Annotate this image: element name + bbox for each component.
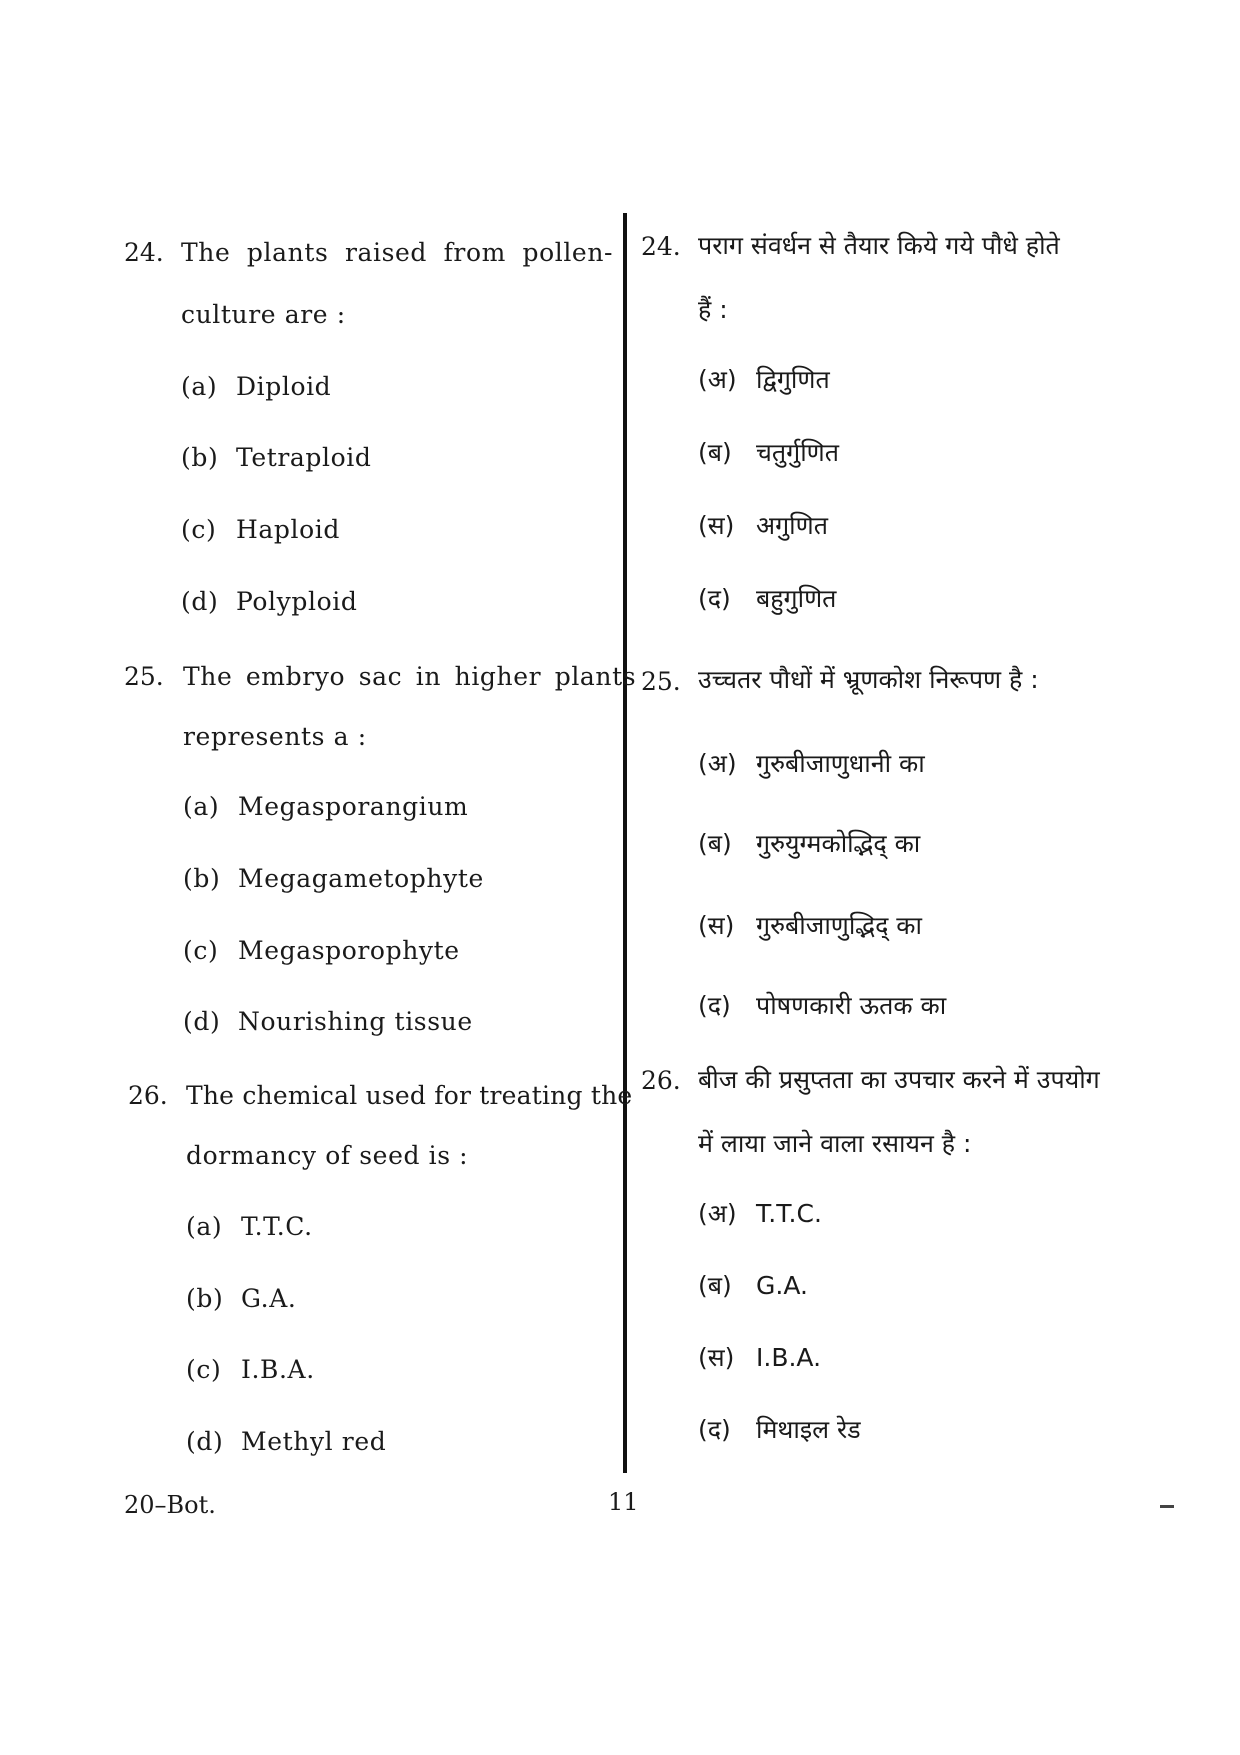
option-text: चतुर्गुणित xyxy=(756,438,840,467)
option-label: (b) xyxy=(183,864,221,893)
hindi-question-24-text-line1: पराग संवर्धन से तैयार किये गये पौधे होते xyxy=(698,231,1060,260)
question-25-text-line2: represents a : xyxy=(183,722,367,751)
question-24-option-b xyxy=(181,443,371,472)
option-label: (c) xyxy=(183,936,219,965)
option-label: (ब) xyxy=(698,829,732,858)
option-text: गुरुयुग्मकोद्भिद् का xyxy=(756,829,921,858)
option-label: (स) xyxy=(698,911,735,940)
option-text: G.A. xyxy=(241,1284,297,1313)
option-text: Megasporophyte xyxy=(238,936,460,965)
option-text: Tetraploid xyxy=(236,443,372,472)
question-26-text-line1: The chemical used for treating the xyxy=(186,1081,633,1110)
option-text: G.A. xyxy=(756,1271,808,1300)
question-26-option-d xyxy=(186,1427,386,1456)
option-text: Nourishing tissue xyxy=(238,1007,473,1036)
column-divider xyxy=(623,213,627,1473)
question-24-option-c xyxy=(181,515,340,544)
question-25-option-a xyxy=(183,792,468,821)
question-26-text-line2: dormancy of seed is : xyxy=(186,1141,469,1170)
option-label: (द) xyxy=(698,1415,731,1444)
option-label: (ब) xyxy=(698,1271,732,1300)
option-label: (स) xyxy=(698,1343,735,1372)
margin-mark xyxy=(1160,1505,1174,1508)
page-number: 11 xyxy=(608,1488,639,1516)
option-text: T.T.C. xyxy=(756,1199,822,1228)
question-26-option-b xyxy=(186,1284,296,1313)
question-25-option-d xyxy=(183,1007,473,1036)
option-text: Methyl red xyxy=(241,1427,387,1456)
hindi-question-24-option-c xyxy=(698,508,828,542)
question-25-text-line1: The embryo sac in higher plants xyxy=(183,662,637,691)
option-label: (b) xyxy=(181,443,219,472)
hindi-question-24-option-b xyxy=(698,435,839,469)
question-24-option-a xyxy=(181,372,331,401)
hindi-question-25-option-c xyxy=(698,908,922,942)
option-text: Haploid xyxy=(236,515,340,544)
question-26-number: 26. xyxy=(128,1081,168,1110)
hindi-question-25-number: 25. xyxy=(641,667,681,696)
hindi-question-24-number: 24. xyxy=(641,232,681,261)
option-text: I.B.A. xyxy=(241,1355,315,1384)
hindi-question-25-option-b xyxy=(698,826,920,860)
option-text: मिथाइल रेड xyxy=(756,1415,861,1444)
question-24-option-d xyxy=(181,587,357,616)
hindi-question-26-option-c xyxy=(698,1340,821,1374)
option-text: बहुगुणित xyxy=(756,584,837,613)
option-text: गुरुबीजाणुधानी का xyxy=(756,749,925,778)
option-text: Megagametophyte xyxy=(238,864,484,893)
option-text: Diploid xyxy=(236,372,332,401)
hindi-question-26-text-line2: में लाया जाने वाला रसायन है : xyxy=(698,1129,972,1158)
option-label: (स) xyxy=(698,511,735,540)
question-24-number: 24. xyxy=(124,238,164,267)
option-label: (ब) xyxy=(698,438,732,467)
option-label: (अ) xyxy=(698,1199,737,1228)
hindi-question-26-text-line1: बीज की प्रसुप्तता का उपचार करने में उपयोग xyxy=(698,1065,1100,1094)
option-text: Megasporangium xyxy=(238,792,469,821)
option-label: (द) xyxy=(698,991,731,1020)
option-label: (d) xyxy=(181,587,219,616)
hindi-question-26-option-b xyxy=(698,1268,808,1302)
hindi-question-26-option-d xyxy=(698,1412,861,1446)
question-24-text-line1: The plants raised from pollen- xyxy=(181,238,614,267)
hindi-question-24-text-line2: हैं : xyxy=(698,295,728,324)
option-label: (अ) xyxy=(698,365,737,394)
option-label: (a) xyxy=(186,1212,223,1241)
hindi-question-25-option-d xyxy=(698,988,946,1022)
option-label: (b) xyxy=(186,1284,224,1313)
hindi-question-24-option-d xyxy=(698,581,836,615)
option-label: (c) xyxy=(181,515,217,544)
option-label: (a) xyxy=(181,372,218,401)
question-25-option-b xyxy=(183,864,484,893)
paper-code: 20–Bot. xyxy=(124,1491,216,1519)
option-text: I.B.A. xyxy=(756,1343,822,1372)
option-text: Polyploid xyxy=(236,587,358,616)
hindi-question-26-number: 26. xyxy=(641,1066,681,1095)
question-25-option-c xyxy=(183,936,460,965)
option-text: गुरुबीजाणुद्भिद् का xyxy=(756,911,922,940)
option-label: (a) xyxy=(183,792,220,821)
option-label: (d) xyxy=(183,1007,221,1036)
question-26-option-c xyxy=(186,1355,315,1384)
hindi-question-25-option-a xyxy=(698,746,925,780)
option-label: (द) xyxy=(698,584,731,613)
option-label: (d) xyxy=(186,1427,224,1456)
option-label: (अ) xyxy=(698,749,737,778)
option-text: T.T.C. xyxy=(241,1212,313,1241)
option-text: पोषणकारी ऊतक का xyxy=(756,991,947,1020)
option-label: (c) xyxy=(186,1355,222,1384)
hindi-question-24-option-a xyxy=(698,362,830,396)
question-25-number: 25. xyxy=(124,662,164,691)
question-26-option-a xyxy=(186,1212,313,1241)
hindi-question-26-option-a xyxy=(698,1196,822,1230)
option-text: द्विगुणित xyxy=(756,365,830,394)
option-text: अगुणित xyxy=(756,511,828,540)
question-24-text-line2: culture are : xyxy=(181,300,346,329)
hindi-question-25-text-line1: उच्चतर पौधों में भ्रूणकोश निरूपण है : xyxy=(698,665,1039,694)
